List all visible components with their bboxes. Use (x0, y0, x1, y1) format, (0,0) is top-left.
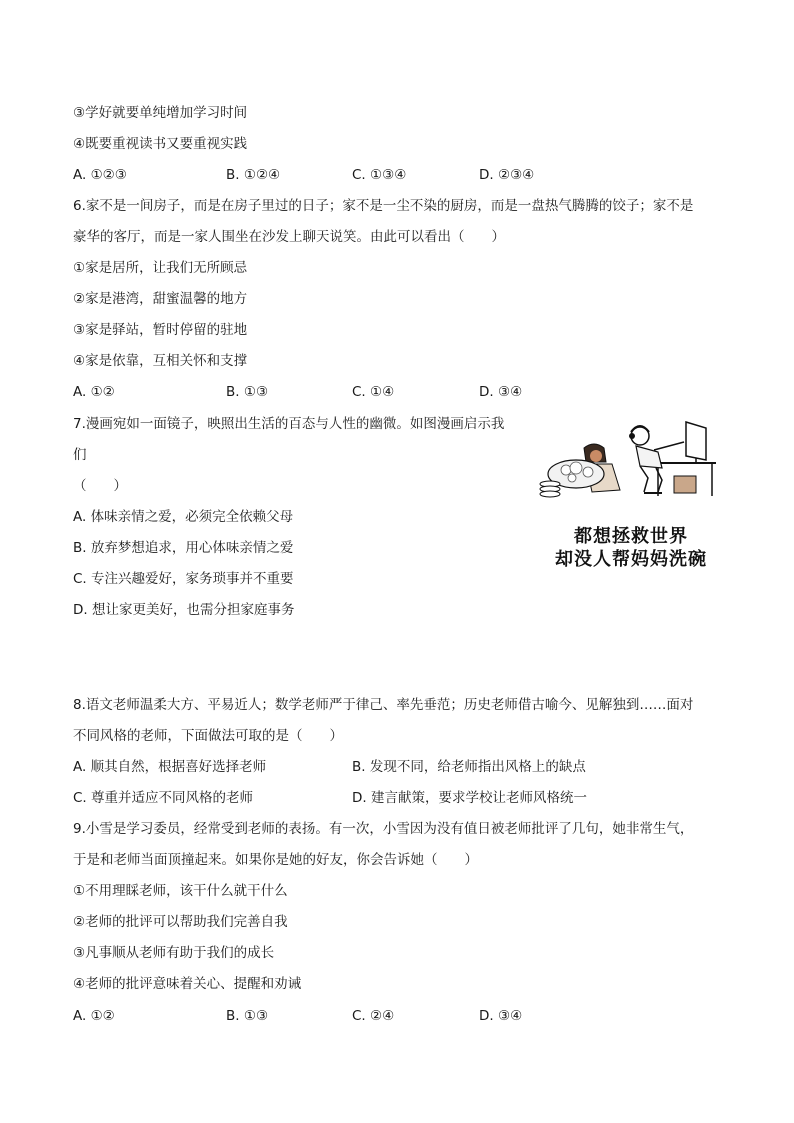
q6-stem-line-1: 6.家不是一间房子，而是在房子里过的日子；家不是一尘不染的厨房，而是一盘热气腾腾的饺子；家不是 (73, 198, 694, 214)
q8-option-b: B. 发现不同，给老师指出风格上的缺点 (352, 759, 586, 775)
q6-statement-2: ②家是港湾，甜蜜温馨的地方 (73, 291, 248, 307)
q7-option-d: D. 想让家更美好，也需分担家庭事务 (73, 602, 295, 618)
q7-stem-line-1: 7.漫画宛如一面镜子，映照出生活的百态与人性的幽微。如图漫画启示我 (73, 416, 505, 432)
q9-option-a: A. ①② (73, 1008, 115, 1024)
q8-option-c: C. 尊重并适应不同风格的老师 (73, 790, 254, 806)
q9-statement-4: ④老师的批评意味着关心、提醒和劝诫 (73, 976, 302, 992)
q7-option-b: B. 放弃梦想追求，用心体味亲情之爱 (73, 540, 294, 556)
q9-stem-line-1: 9.小雪是学习委员，经常受到老师的表扬。有一次，小雪因为没有值日被老师批评了几句，她非常生气， (73, 821, 694, 837)
q6-option-c: C. ①④ (352, 384, 395, 400)
q5-option-d: D. ②③④ (479, 167, 535, 183)
q5-option-c: C. ①③④ (352, 167, 407, 183)
q6-statement-3: ③家是驿站，暂时停留的驻地 (73, 322, 248, 338)
q7-option-c: C. 专注兴趣爱好，家务琐事并不重要 (73, 571, 294, 587)
q5-statement-4: ④既要重视读书又要重视实践 (73, 136, 248, 152)
plates-stack-icon (540, 481, 560, 497)
q8-option-d: D. 建言献策，要求学校让老师风格统一 (352, 790, 587, 806)
cartoon-caption-line-1: 都想拯救世界 (574, 526, 688, 547)
q9-option-c: C. ②④ (352, 1008, 395, 1024)
q5-statement-3: ③学好就要单纯增加学习时间 (73, 105, 248, 121)
q7-option-a: A. 体味亲情之爱，必须完全依赖父母 (73, 509, 294, 525)
cartoon-caption-line-2: 却没人帮妈妈洗碗 (555, 549, 707, 570)
q6-stem-line-2: 豪华的客厅，而是一家人围坐在沙发上聊天说笑。由此可以看出（ ） (73, 229, 505, 245)
q8-stem-line-2: 不同风格的老师，下面做法可取的是（ ） (73, 728, 343, 744)
q6-statement-1: ①家是居所，让我们无所顾忌 (73, 260, 248, 276)
q5-option-b: B. ①②④ (226, 167, 281, 183)
q9-statement-2: ②老师的批评可以帮助我们完善自我 (73, 914, 288, 930)
q7-stem-line-2: 们 (73, 447, 87, 463)
q6-option-b: B. ①③ (226, 384, 269, 400)
q9-statement-3: ③凡事顺从老师有助于我们的成长 (73, 945, 275, 961)
q8-option-a: A. 顺其自然，根据喜好选择老师 (73, 759, 267, 775)
q9-statement-1: ①不用理睬老师，该干什么就干什么 (73, 883, 288, 899)
q5-option-a: A. ①②③ (73, 167, 127, 183)
q6-option-d: D. ③④ (479, 384, 523, 400)
q9-stem-line-2: 于是和老师当面顶撞起来。如果你是她的好友，你会告诉她（ ） (73, 852, 478, 868)
cartoon-caption (536, 525, 726, 571)
q9-option-d: D. ③④ (479, 1008, 523, 1024)
q7-answer-blank: （ ） (73, 478, 127, 494)
q9-option-b: B. ①③ (226, 1008, 269, 1024)
q8-stem-line-1: 8.语文老师温柔大方、平易近人；数学老师严于律己、率先垂范；历史老师借古喻今、见解独到……面对 (73, 697, 694, 713)
computer-monitor-icon (686, 422, 706, 464)
q6-statement-4: ④家是依靠，互相关怀和支撑 (73, 353, 248, 369)
q6-option-a: A. ①② (73, 384, 115, 400)
box-icon (674, 476, 696, 493)
